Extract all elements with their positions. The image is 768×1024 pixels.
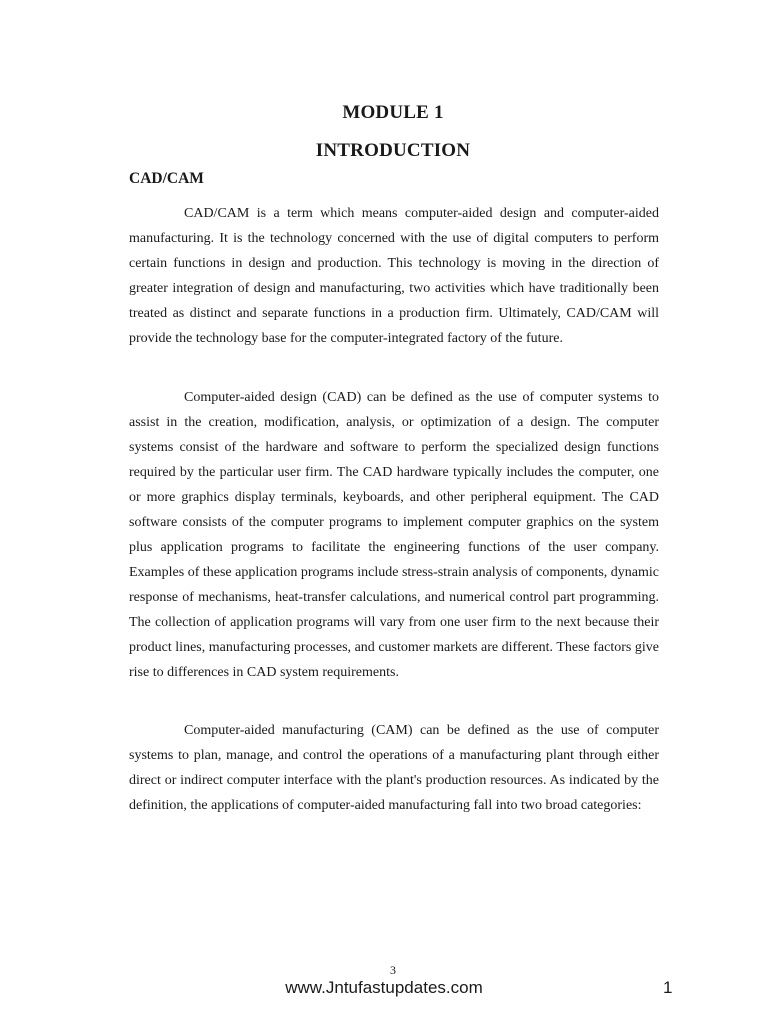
footer-page-index: 1 bbox=[663, 978, 673, 997]
chapter-title: INTRODUCTION bbox=[315, 140, 471, 161]
section-heading: CAD/CAM bbox=[129, 170, 204, 187]
paragraph-cam: Computer-aided manufacturing (CAM) can be defined as the use of computer systems to plan, manage, and control the operations of a manufacturing plant through either direct or indirect computer interface with the plant's production resources. As indicated by the definition, the applications of computer-aided manufacturing fall into two broad categories: bbox=[129, 723, 659, 813]
page-number: 3 bbox=[390, 963, 396, 977]
paragraph-cadcam: CAD/CAM is a term which means computer-aided design and computer-aided manufacturing. It is the technology concerned with the use of digital computers to perform certain functions in design and production. This technology is moving in the direction of greater integration of design and manufacturing, two activities which have traditionally been treated as distinct and separate functions in a production firm. Ultimately, CAD/CAM will provide the technology base for the computer-integrated factory of the future. bbox=[129, 206, 659, 346]
footer-url: www.Jntufastupdates.com bbox=[285, 978, 483, 997]
paragraph-cad: Computer-aided design (CAD) can be defined as the use of computer systems to assist in the creation, modification, analysis, or optimization of a design. The computer systems consist of the hardware and software to perform the specialized design functions required by the particular user firm. The CAD hardware typically includes the computer, one or more graphics display terminals, keyboards, and other peripheral equipment. The CAD software consists of the computer programs to implement computer graphics on the system plus application programs to facilitate the engineering functions of the user company. Examples of these application programs include stress-strain analysis of components, dynamic response of mechanisms, heat-transfer calculations, and numerical control part programming. The collection of application programs will vary from one user firm to the next because their product lines, manufacturing processes, and customer markets are different. These factors give rise to differences in CAD system requirements. bbox=[129, 390, 659, 680]
module-title: MODULE 1 bbox=[342, 102, 444, 123]
